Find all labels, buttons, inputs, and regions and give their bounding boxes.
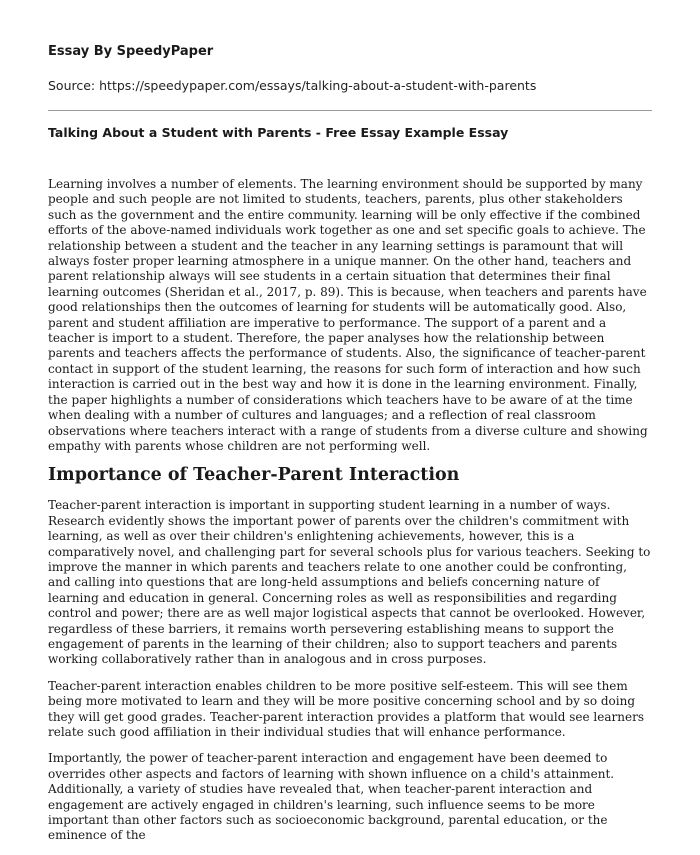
section-paragraph: Importantly, the power of teacher-parent interaction and engagement have been deemed to overrides other aspects and factors of learning with shown influence on a child's attainment. Additionally, a variety of studies have revealed that, when teacher-parent interaction and engagement are actively engaged in children's learning, such influence seems to be more important than other factors such as socioeconomic background, parental education, or the eminence of the — [48, 751, 615, 843]
section-paragraph: Teacher-parent interaction enables children to be more positive self-esteem. This will see them being more motivated to learn and they will be more positive concerning school and by so doing they will get good grades. Teacher-parent interaction provides a platform that would see learners relate such good affiliation in their individual studies that will enhance performance. — [48, 678, 644, 739]
header-divider — [48, 110, 652, 111]
intro-paragraph: Learning involves a number of elements. The learning environment should be supported by many people and such people are not limited to students, teachers, parents, plus other stakeholders such as the government and the entire community. learning will be only effective if the combined efforts of the above-named individuals work together as one and set specific goals to achieve. The relationship between a student and the teacher in any learning settings is paramount that will always foster proper learning atmosphere in a unique manner. On the other hand, teachers and parent relationship always will see students in a certain situation that determines their final learning outcomes (Sheridan et al., 2017, p. 89). This is because, when teachers and parents have good relationships then the outcomes of learning for students will be automatically good. Also, parent and student affiliation are imperative to performance. The support of a parent and a teacher is import to a student. Therefore, the paper analyses how the relationship between parents and teachers affects the performance of students. Also, the significance of teacher-parent contact in support of the student learning, the reasons for such form of interaction and how such interaction is carried out in the best way and how it is done in the learning environment. Finally, the paper highlights a number of considerations which teachers have to be aware of at the time when dealing with a number of cultures and languages; and a reflection of real classroom observations where teachers interact with a range of students from a diverse culture and showing empathy with parents whose children are not performing well. — [48, 177, 648, 453]
essay-title: Talking About a Student with Parents - Free Essay Example Essay — [48, 125, 509, 140]
source-url: Source: https://speedypaper.com/essays/talking-about-a-student-with-parents — [48, 78, 537, 93]
section-paragraph: Teacher-parent interaction is important in supporting student learning in a number of ways. Research evidently shows the important power of parents over the children's commitment with learning, as well as over their children's enlightening achievements, however, this is a comparatively novel, and challenging part for several schools plus for various teachers. Seeking to improve the manner in which parents and teachers relate to one another could be confronting, and calling into questions that are long-held assumptions and beliefs concerning nature of learning and education in general. Concerning roles as well as responsibilities and regarding control and power; there are as well major logistical aspects that cannot be overlooked. However, regardless of these barriers, it remains worth persevering establishing means to support the engagement of parents in the learning of their children; also to support teachers and parents working collaboratively rather than in analogous and in cross purposes. — [48, 498, 651, 667]
brand-label: Essay By SpeedyPaper — [48, 44, 214, 59]
section-heading: Importance of Teacher-Parent Interaction — [48, 465, 460, 486]
document-page — [48, 0, 652, 855]
